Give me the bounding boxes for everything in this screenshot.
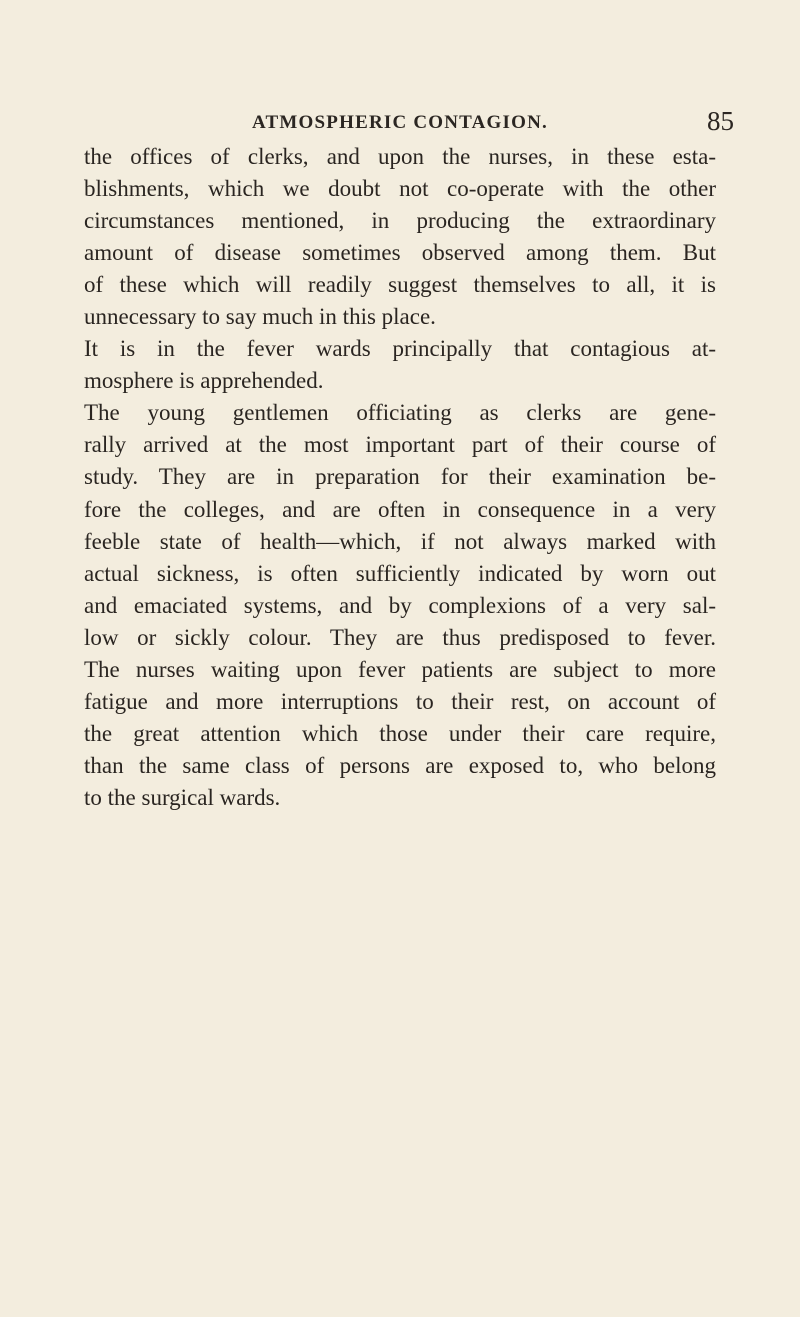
text-line: to the surgical wards.	[84, 784, 281, 810]
text-line: feeble state of health—which, if not always marked with	[84, 528, 716, 554]
text-line: circumstances mentioned, in producing the extraordinary	[84, 208, 716, 234]
text-line: The nurses waiting upon fever patients are subject to more	[84, 656, 716, 682]
text-line: unnecessary to say much in this place.	[84, 304, 436, 330]
text-line: actual sickness, is often sufficiently indicated by worn out	[84, 560, 716, 586]
text-line: and emaciated systems, and by complexions of a very sal-	[84, 592, 716, 618]
body-text	[84, 141, 716, 814]
text-line: blishments, which we doubt not co-operate with the other	[84, 176, 716, 202]
text-line: study. They are in preparation for their examination be-	[84, 464, 716, 490]
text-line: rally arrived at the most important part of their course of	[84, 432, 716, 458]
text-line: The young gentlemen officiating as clerks are gene-	[84, 400, 716, 426]
text-line: low or sickly colour. They are thus predisposed to fever.	[84, 624, 716, 650]
running-head	[60, 108, 740, 138]
text-line: amount of disease sometimes observed among them. But	[84, 240, 716, 266]
page-header-title: ATMOSPHERIC CONTAGION.	[252, 112, 548, 133]
text-line: the offices of clerks, and upon the nurses, in these esta-	[84, 144, 716, 169]
page-number: 85	[707, 106, 734, 136]
text-line: the great attention which those under their care require,	[84, 720, 716, 746]
text-line: It is in the fever wards principally that contagious at-	[84, 336, 716, 362]
text-line: mosphere is apprehended.	[84, 368, 324, 394]
text-line: of these which will readily suggest themselves to all, it is	[84, 272, 716, 298]
text-line: than the same class of persons are exposed to, who belong	[84, 752, 716, 778]
text-line: fatigue and more interruptions to their rest, on account of	[84, 688, 716, 714]
text-line: fore the colleges, and are often in consequence in a very	[84, 496, 716, 522]
